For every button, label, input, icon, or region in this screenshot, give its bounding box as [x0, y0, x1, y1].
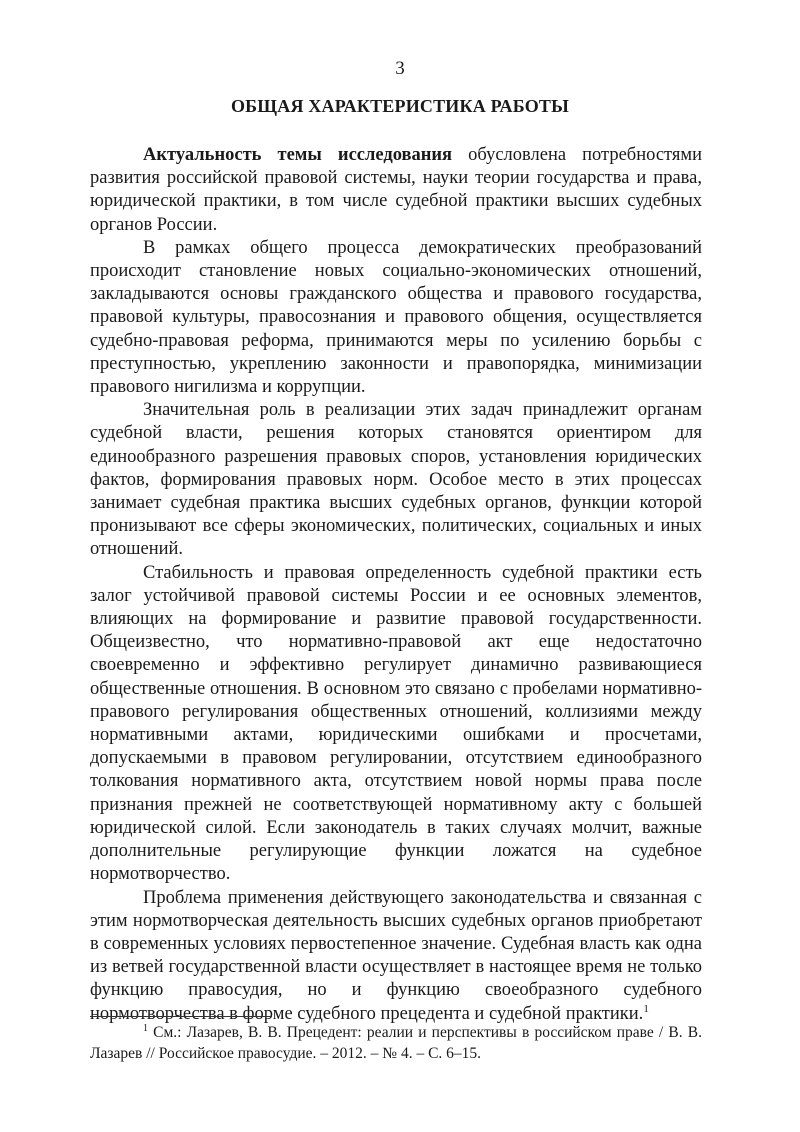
relevance-lead: Актуальность темы исследования [143, 145, 453, 165]
problem-text: Проблема применения действующего законодательства и связанная с этим нормотворческая деятельность высших судебных органов приобретают в современных условиях первостепенное значение. Судебная власть как одна из ветвей государственной власти осуществляет в настоящее время не только функцию правосудия, но и функцию своеобразного судебного нормотворчества в форме судебного прецедента и судебной практики. [90, 887, 702, 1024]
paragraph-reforms: В рамках общего процесса демократических преобразований происходит становление новых социально-экономических отношений, закладываются основы гражданского общества и правового государства, правовой культуры, правосознания и правового общения, осуществляется судебно-правовая реформа, принимаются меры по усилению борьбы с преступностью, укреплению законности и правопорядка, минимизации правового нигилизма и коррупции. [90, 237, 702, 398]
body-text [90, 144, 702, 1026]
paragraph-judicial-role: Значительная роль в реализации этих задач принадлежит органам судебной власти, решения которых становятся ориентиром для единообразного разрешения правовых споров, установления юридических фактов, формирования правовых норм. Особое место в этих процессах занимает судебная практика высших судебных органов, функции которой пронизывают все сферы экономических, политических, социальных и иных отношений. [90, 400, 702, 560]
page-number: 3 [395, 58, 405, 79]
footnote-reference[interactable]: 1 [643, 1002, 649, 1015]
paragraph-problem [90, 887, 702, 1026]
footnote-separator [90, 1016, 272, 1017]
paragraph-relevance [90, 144, 702, 237]
section-heading: ОБЩАЯ ХАРАКТЕРИСТИКА РАБОТЫ [230, 96, 570, 116]
paragraph-stability: Стабильность и правовая определенность судебной практики есть залог устойчивой правовой системы России и ее основных элементов, влияющих на формирование и развитие правовой государственности. Общеизвестно, что нормативно-правовой акт еще недостаточно своевременно и эффективно регулирует динамично развивающиеся общественные отношения. В основном это связано с пробелами нормативно-правового регулирования общественных отношений, коллизиями между нормативными актами, юридическими ошибками и просчетами, допускаемыми в правовом регулировании, отсутствием единообразного толкования нормативного акта, отсутствием новой нормы права после признания прежней не соответствующей нормативному акту с большей юридической силой. Если законодатель в таких случаях молчит, важные дополнительные регулирующие функции ложатся на судебное нормотворчество. [90, 562, 702, 885]
footnote-marker: 1 [143, 1022, 148, 1034]
footnote-text: См.: Лазарев, В. В. Прецедент: реалии и перспективы в российском праве / В. В. Лазарев // Российское правосудие. – 2012. – № 4. – С. 6–15. [90, 1024, 702, 1062]
footnote [90, 1022, 702, 1064]
relevance-text: обусловлена потребностями развития российской правовой системы, науки теории государства и права, юридической практики, в том числе судебной практики высших судебных органов России. [90, 145, 702, 235]
